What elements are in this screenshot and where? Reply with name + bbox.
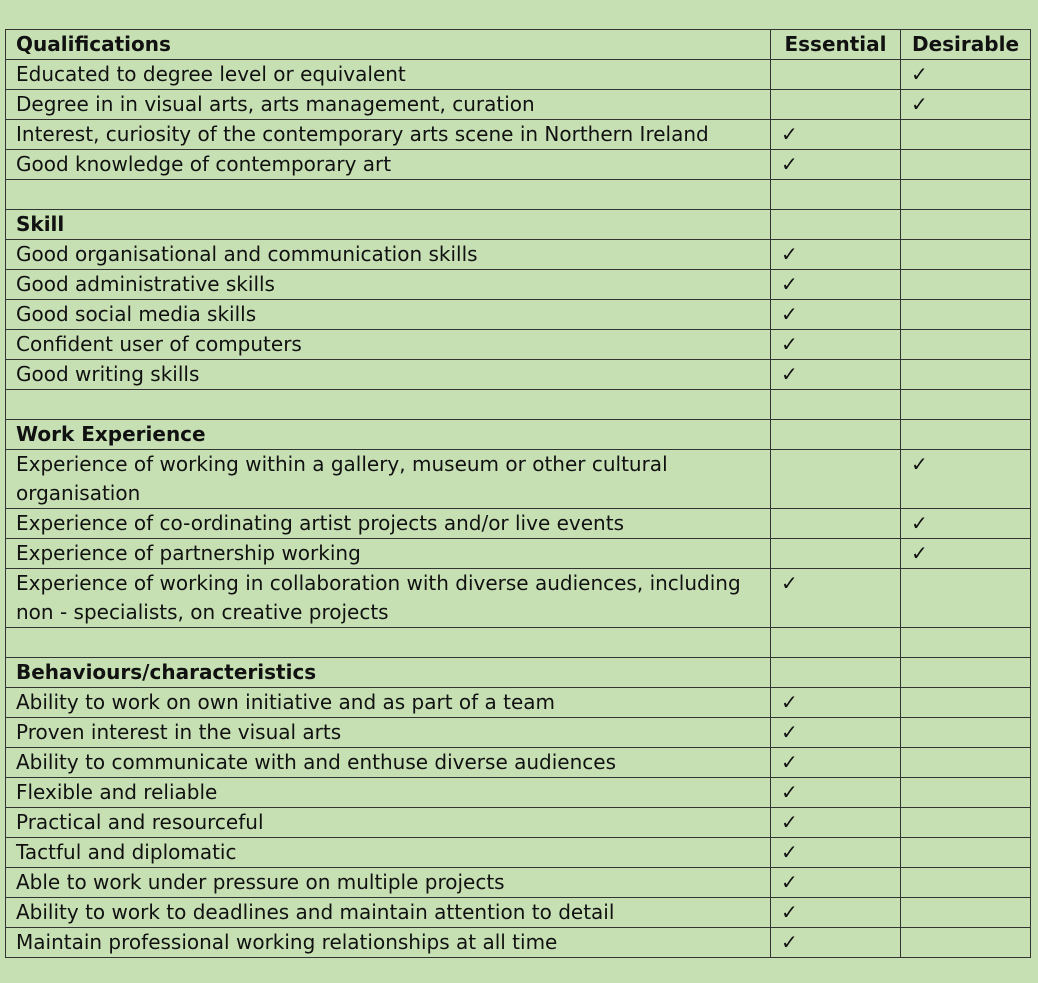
criterion-cell: Able to work under pressure on multiple projects [6, 868, 771, 898]
section-title: Work Experience [6, 420, 771, 450]
essential-check-cell: ✓ [771, 718, 901, 748]
table-row [6, 509, 1031, 539]
header-qualifications: Qualifications [6, 30, 771, 60]
desirable-check-cell [901, 390, 1031, 420]
desirable-check-cell [901, 808, 1031, 838]
desirable-check-cell [901, 210, 1031, 240]
essential-check-cell: ✓ [771, 150, 901, 180]
table-row [6, 928, 1031, 958]
table-row [6, 539, 1031, 569]
essential-check-cell: ✓ [771, 240, 901, 270]
desirable-check-cell [901, 240, 1031, 270]
table-row [6, 360, 1031, 390]
criterion-cell: Experience of working in collaboration with diverse audiences, including non - specialists, on creative projects [6, 569, 771, 628]
desirable-check-cell [901, 628, 1031, 658]
criterion-cell: Tactful and diplomatic [6, 838, 771, 868]
desirable-check-cell [901, 868, 1031, 898]
section-title: Skill [6, 210, 771, 240]
criterion-cell: Good administrative skills [6, 270, 771, 300]
table-row [6, 270, 1031, 300]
section-header-row [6, 210, 1031, 240]
table-row [6, 240, 1031, 270]
essential-check-cell: ✓ [771, 868, 901, 898]
blank-row [6, 180, 1031, 210]
essential-check-cell: ✓ [771, 808, 901, 838]
desirable-check-cell [901, 898, 1031, 928]
table-row [6, 718, 1031, 748]
essential-check-cell [771, 90, 901, 120]
essential-check-cell: ✓ [771, 778, 901, 808]
desirable-check-cell [901, 420, 1031, 450]
table-row [6, 300, 1031, 330]
table-row [6, 748, 1031, 778]
criterion-cell: Good social media skills [6, 300, 771, 330]
essential-check-cell [771, 450, 901, 509]
essential-check-cell: ✓ [771, 569, 901, 628]
criterion-cell: Good knowledge of contemporary art [6, 150, 771, 180]
table-row [6, 808, 1031, 838]
essential-check-cell: ✓ [771, 928, 901, 958]
blank-row [6, 628, 1031, 658]
table-header-row [6, 30, 1031, 60]
criterion-cell: Experience of working within a gallery, museum or other cultural organisation [6, 450, 771, 509]
criterion-cell: Ability to work to deadlines and maintain attention to detail [6, 898, 771, 928]
criterion-cell: Good writing skills [6, 360, 771, 390]
blank-row [6, 390, 1031, 420]
criterion-cell: Interest, curiosity of the contemporary arts scene in Northern Ireland [6, 120, 771, 150]
criterion-cell: Educated to degree level or equivalent [6, 60, 771, 90]
table-row [6, 330, 1031, 360]
header-desirable: Desirable [901, 30, 1031, 60]
header-essential: Essential [771, 30, 901, 60]
essential-check-cell: ✓ [771, 300, 901, 330]
essential-check-cell: ✓ [771, 688, 901, 718]
desirable-check-cell [901, 688, 1031, 718]
section-header-row [6, 658, 1031, 688]
essential-check-cell: ✓ [771, 330, 901, 360]
table-row [6, 569, 1031, 628]
table-row [6, 778, 1031, 808]
essential-check-cell [771, 420, 901, 450]
table-body [6, 60, 1031, 958]
table-row [6, 90, 1031, 120]
essential-check-cell: ✓ [771, 748, 901, 778]
essential-check-cell: ✓ [771, 360, 901, 390]
desirable-check-cell: ✓ [901, 90, 1031, 120]
essential-check-cell: ✓ [771, 120, 901, 150]
desirable-check-cell: ✓ [901, 509, 1031, 539]
table-row [6, 868, 1031, 898]
section-title: Behaviours/characteristics [6, 658, 771, 688]
person-specification [5, 29, 1031, 958]
criterion-cell: Ability to work on own initiative and as part of a team [6, 688, 771, 718]
criterion-cell: Ability to communicate with and enthuse diverse audiences [6, 748, 771, 778]
desirable-check-cell [901, 150, 1031, 180]
criterion-cell: Degree in in visual arts, arts management, curation [6, 90, 771, 120]
criterion-cell [6, 390, 771, 420]
criterion-cell: Proven interest in the visual arts [6, 718, 771, 748]
essential-check-cell [771, 60, 901, 90]
table-row [6, 688, 1031, 718]
essential-check-cell: ✓ [771, 270, 901, 300]
desirable-check-cell [901, 569, 1031, 628]
desirable-check-cell [901, 748, 1031, 778]
essential-check-cell: ✓ [771, 838, 901, 868]
essential-check-cell: ✓ [771, 898, 901, 928]
desirable-check-cell [901, 180, 1031, 210]
essential-check-cell [771, 509, 901, 539]
criterion-cell: Flexible and reliable [6, 778, 771, 808]
table-row [6, 120, 1031, 150]
person-spec-table [5, 29, 1031, 958]
essential-check-cell [771, 658, 901, 688]
essential-check-cell [771, 628, 901, 658]
criterion-cell: Experience of partnership working [6, 539, 771, 569]
table-row [6, 898, 1031, 928]
essential-check-cell [771, 210, 901, 240]
desirable-check-cell [901, 778, 1031, 808]
criterion-cell [6, 628, 771, 658]
essential-check-cell [771, 390, 901, 420]
table-row [6, 838, 1031, 868]
desirable-check-cell [901, 838, 1031, 868]
desirable-check-cell: ✓ [901, 539, 1031, 569]
desirable-check-cell [901, 330, 1031, 360]
table-row [6, 150, 1031, 180]
desirable-check-cell: ✓ [901, 450, 1031, 509]
criterion-cell [6, 180, 771, 210]
desirable-check-cell [901, 120, 1031, 150]
section-header-row [6, 420, 1031, 450]
criterion-cell: Confident user of computers [6, 330, 771, 360]
desirable-check-cell [901, 928, 1031, 958]
desirable-check-cell [901, 718, 1031, 748]
table-row [6, 60, 1031, 90]
criterion-cell: Good organisational and communication skills [6, 240, 771, 270]
desirable-check-cell [901, 270, 1031, 300]
criterion-cell: Practical and resourceful [6, 808, 771, 838]
table-row [6, 450, 1031, 509]
essential-check-cell [771, 180, 901, 210]
criterion-cell: Experience of co-ordinating artist projects and/or live events [6, 509, 771, 539]
essential-check-cell [771, 539, 901, 569]
desirable-check-cell [901, 300, 1031, 330]
desirable-check-cell [901, 360, 1031, 390]
desirable-check-cell: ✓ [901, 60, 1031, 90]
criterion-cell: Maintain professional working relationships at all time [6, 928, 771, 958]
desirable-check-cell [901, 658, 1031, 688]
